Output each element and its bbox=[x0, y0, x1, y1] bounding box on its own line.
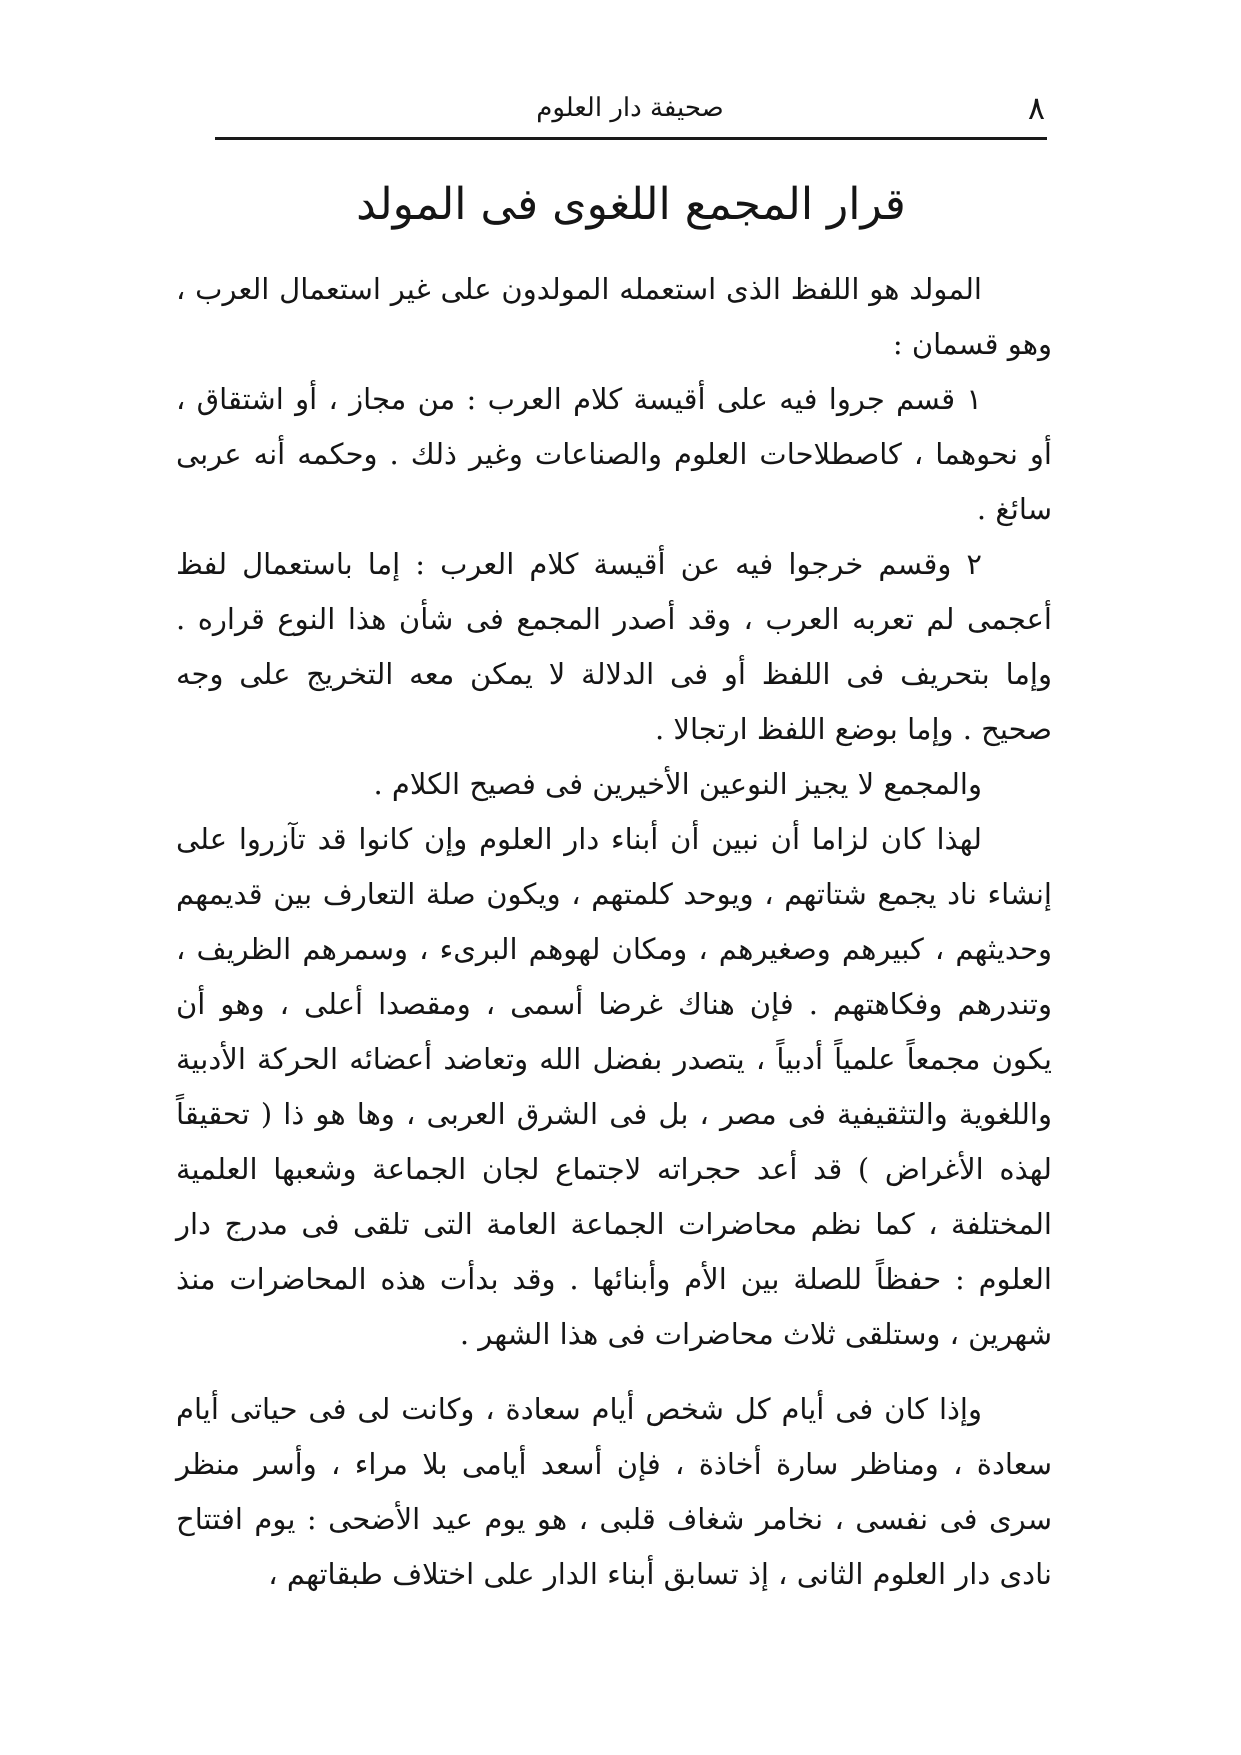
paragraph-opening-day: وإذا كان فى أيام كل شخص أيام سعادة ، وكانت لى فى حياتى أيام سعادة ، ومناظر سارة أخاذة ، فإن أسعد أيامى بلا مراء ، وأسر منظر سرى فى نفسى ، نخامر شغاف قلبى ، هو يوم عيد الأضحى : يوم افتتاح نادى دار العلوم الثانى ، إذ تسابق أبناء الدار على اختلاف طبقاتهم ، bbox=[176, 1392, 1052, 1591]
paragraph-second-kind: ٢ وقسم خرجوا فيه عن أقيسة كلام العرب : إما باستعمال لفظ أعجمى لم تعربه العرب ، وقد أصدر المجمع فى شأن هذا النوع قراره . وإما بتحريف فى اللفظ أو فى الدلالة لا يمكن معه التخريج على وجه صحيح . وإما بوضع اللفظ ارتجالا . bbox=[176, 547, 1052, 746]
header-rule bbox=[215, 137, 1047, 140]
running-header bbox=[215, 86, 1045, 130]
article-title: قرار المجمع اللغوى فى المولد bbox=[356, 179, 906, 230]
paragraph-academy-ruling: والمجمع لا يجيز النوعين الأخيرين فى فصيح الكلام . bbox=[373, 767, 982, 801]
paragraph-first-kind: ١ قسم جروا فيه على أقيسة كلام العرب : من مجاز ، أو اشتقاق ، أو نحوهما ، كاصطلاحات العلوم والصناعات وغير ذلك . وحكمه أنه عربى سائغ . bbox=[176, 382, 1052, 526]
journal-title: صحيفة دار العلوم bbox=[536, 93, 724, 123]
article-body bbox=[176, 262, 1052, 1602]
paragraph-definition: المولد هو اللفظ الذى استعمله المولدون على غير استعمال العرب ، وهو قسمان : bbox=[176, 272, 1052, 361]
paragraph-club-purpose: لهذا كان لزاما أن نبين أن أبناء دار العلوم وإن كانوا قد تآزروا على إنشاء ناد يجمع شتاتهم ، ويوحد كلمتهم ، ويكون صلة التعارف بين قديمهم وحديثهم ، كبيرهم وصغيرهم ، ومكان لهوهم البرىء ، وسمرهم الظريف ، وتندرهم وفكاهتهم . فإن هناك غرضا أسمى ، ومقصدا أعلى ، وهو أن يكون مجمعاً علمياً أدبياً ، يتصدر بفضل الله وتعاضد أعضائه الحركة الأدبية واللغوية والتثقيفية فى مصر ، بل فى الشرق العربى ، وها هو ذا ( تحقيقاً لهذه الأغراض ) قد أعد حجراته لاجتماع لجان الجماعة وشعبها العلمية المختلفة ، كما نظم محاضرات الجماعة العامة التى تلقى فى مدرج دار العلوم : حفظاً للصلة بين الأم وأبنائها . وقد بدأت هذه المحاضرات منذ شهرين ، وستلقى ثلاث محاضرات فى هذا الشهر . bbox=[176, 822, 1052, 1351]
page-number: ٨ bbox=[1027, 89, 1045, 127]
